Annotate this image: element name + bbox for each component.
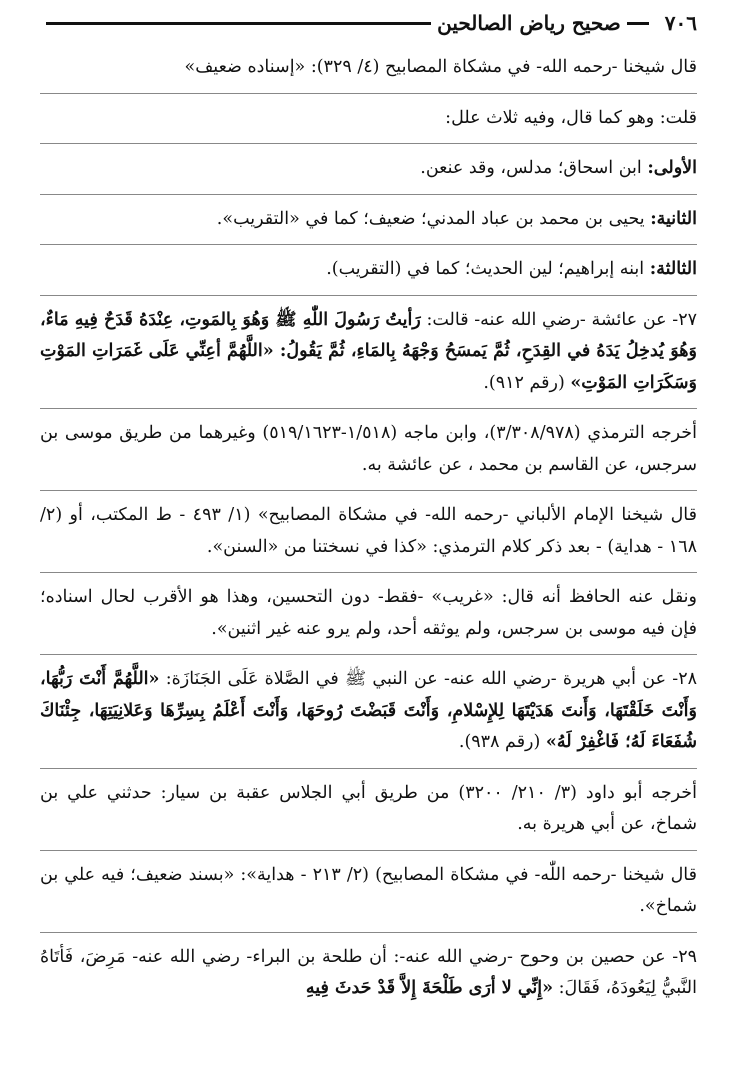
paragraph-text: أخرجه الترمذي (٣/٣٠٨/٩٧٨)، وابن ماجه (١/٥١٨-٥١٩/١٦٢٣) وغيرهما من طريق موسى بن سرجس، عن القاسم بن محمد ، عن عائشة به. — [40, 423, 697, 475]
divider — [40, 490, 697, 491]
paragraph-text: يحيى بن محمد بن عباد المدني؛ ضعيف؛ كما في «التقريب». — [216, 208, 651, 229]
hadith-text: «إِنِّي لا أرَى طَلْحَةَ إِلاَّ قَدْ حَدثَ فِيهِ — [305, 978, 554, 998]
paragraph — [40, 103, 697, 135]
divider — [40, 572, 697, 573]
paragraph-lead: الثالثة: — [649, 259, 697, 279]
paragraph — [40, 582, 697, 645]
divider — [40, 768, 697, 769]
paragraph-text: قال شيخنا الإمام الألباني -رحمه الله- في مشكاة المصابيح» (١/ ٤٩٣ - ط المكتب، أو (٢/ ١٦٨ - هداية) - بعد ذكر كلام الترمذي: «كذا في نسختنا من «السنن». — [40, 505, 698, 557]
hadith-paragraph — [40, 942, 697, 1005]
paragraph-text: (رقم ٩٣٨). — [458, 732, 546, 752]
paragraph-lead: الأولى: — [647, 158, 697, 178]
paragraph — [40, 52, 697, 84]
divider — [40, 654, 697, 655]
divider — [40, 244, 697, 245]
paragraph-text: قال شيخنا -رحمه الله- في مشكاة المصابيح (٤/ ٣٢٩): «إسناده ضعيف» — [184, 57, 697, 77]
paragraph-text: (رقم ٩١٢). — [483, 372, 571, 393]
paragraph — [40, 254, 697, 286]
paragraph — [40, 153, 697, 185]
paragraph — [40, 860, 697, 923]
hadith-text: «اللَّهُمَّ أَنْتَ رَبُّهَا، وَأَنْتَ خَلَقْتَهَا، وَأَنتَ هَدَيْتَهَا لِلإِسْلامِ، وَأَنْتَ قَبَضْتَ رُوحَهَا، وَأَنْتَ أَعْلَمُ بِسِرِّهَا وَعَلانِيَتِهَا، جِئْنَاكَ شُفَعَاءَ لَهُ؛ فَاغْفِرْ لَهُ» — [40, 669, 697, 752]
hadith-paragraph — [40, 664, 697, 759]
paragraph-text: أخرجه أبو داود (٣/ ٢١٠/ ٣٢٠٠) من طريق أبي الجلاس عقبة بن سيار: حدثني علي بن شماخ، عن أبي هريرة به. — [40, 782, 697, 834]
paragraph-text: ٢٩- عن حصين بن وحوح -رضي الله عنه-: أن طلحة بن البراء- رضي الله عنه- مَرِضَ، فَأتَاهُ النَّبيُّ لِيَعُودَهُ، فَقَالَ: — [40, 946, 697, 998]
paragraph-lead: الثانية: — [650, 208, 697, 229]
divider — [40, 194, 697, 195]
header-rule-left — [46, 22, 431, 25]
book-title: صحيح رياض الصالحين — [437, 11, 621, 35]
paragraph — [40, 204, 697, 236]
divider — [40, 408, 697, 409]
paragraph-text: ابن اسحاق؛ مدلس، وقد عنعن. — [420, 158, 648, 178]
divider — [40, 932, 697, 933]
paragraph-text: قال شيخنا -رحمه اللّٰه- في مشكاة المصابيح) (٢/ ٢١٣ - هداية»: «بسند ضعيف؛ فيه علي بن شماخ». — [40, 864, 697, 916]
paragraph — [40, 500, 697, 563]
divider — [40, 93, 697, 94]
page-number: ٧٠٦ — [664, 11, 697, 35]
paragraph-text: ونقل عنه الحافظ أنه قال: «غريب» -فقط- دون التحسين، وهذا هو الأقرب لحال اسناده؛ فإن فيه موسى بن سرجس، ولم يوثقه أحد، ولم يرو عنه غير اثنين». — [40, 587, 697, 639]
hadith-text: رَأيتُ رَسُولَ اللّٰهِ ﷺ وَهُوَ بِالمَوتِ، عِنْدَهُ قَدَحٌ فِيهِ مَاءٌ، وَهُوَ يُدخِلُ يَدَهُ في القِدَحِ، ثُمَّ يَمسَحُ وَجْهَهُ بِالمَاءِ، ثُمَّ يَقُولُ: «اللَّهُمَّ أعِنِّي عَلَى غَمَرَاتِ المَوْتِ وَسَكَرَاتِ المَوْتِ» — [40, 309, 697, 393]
paragraph-text: قلت: وهو كما قال، وفيه ثلاث علل: — [445, 107, 697, 128]
paragraph — [40, 778, 697, 841]
header-rule-right — [627, 22, 649, 25]
paragraph-text: ابنه إبراهيم؛ لين الحديث؛ كما في (التقريب). — [326, 259, 650, 279]
hadith-paragraph — [40, 305, 697, 400]
divider — [40, 143, 697, 144]
paragraph — [40, 418, 697, 481]
paragraph-text: ٢٨- عن أبي هريرة -رضي الله عنه- عن النبي ﷺ في الصَّلاة عَلَى الجَنَازَة: — [159, 669, 697, 689]
divider — [40, 295, 697, 296]
divider — [40, 850, 697, 851]
page-header — [40, 8, 697, 38]
paragraph-text: ٢٧- عن عائشة -رضي الله عنه- قالت: — [420, 309, 698, 330]
page-body — [40, 52, 697, 1011]
